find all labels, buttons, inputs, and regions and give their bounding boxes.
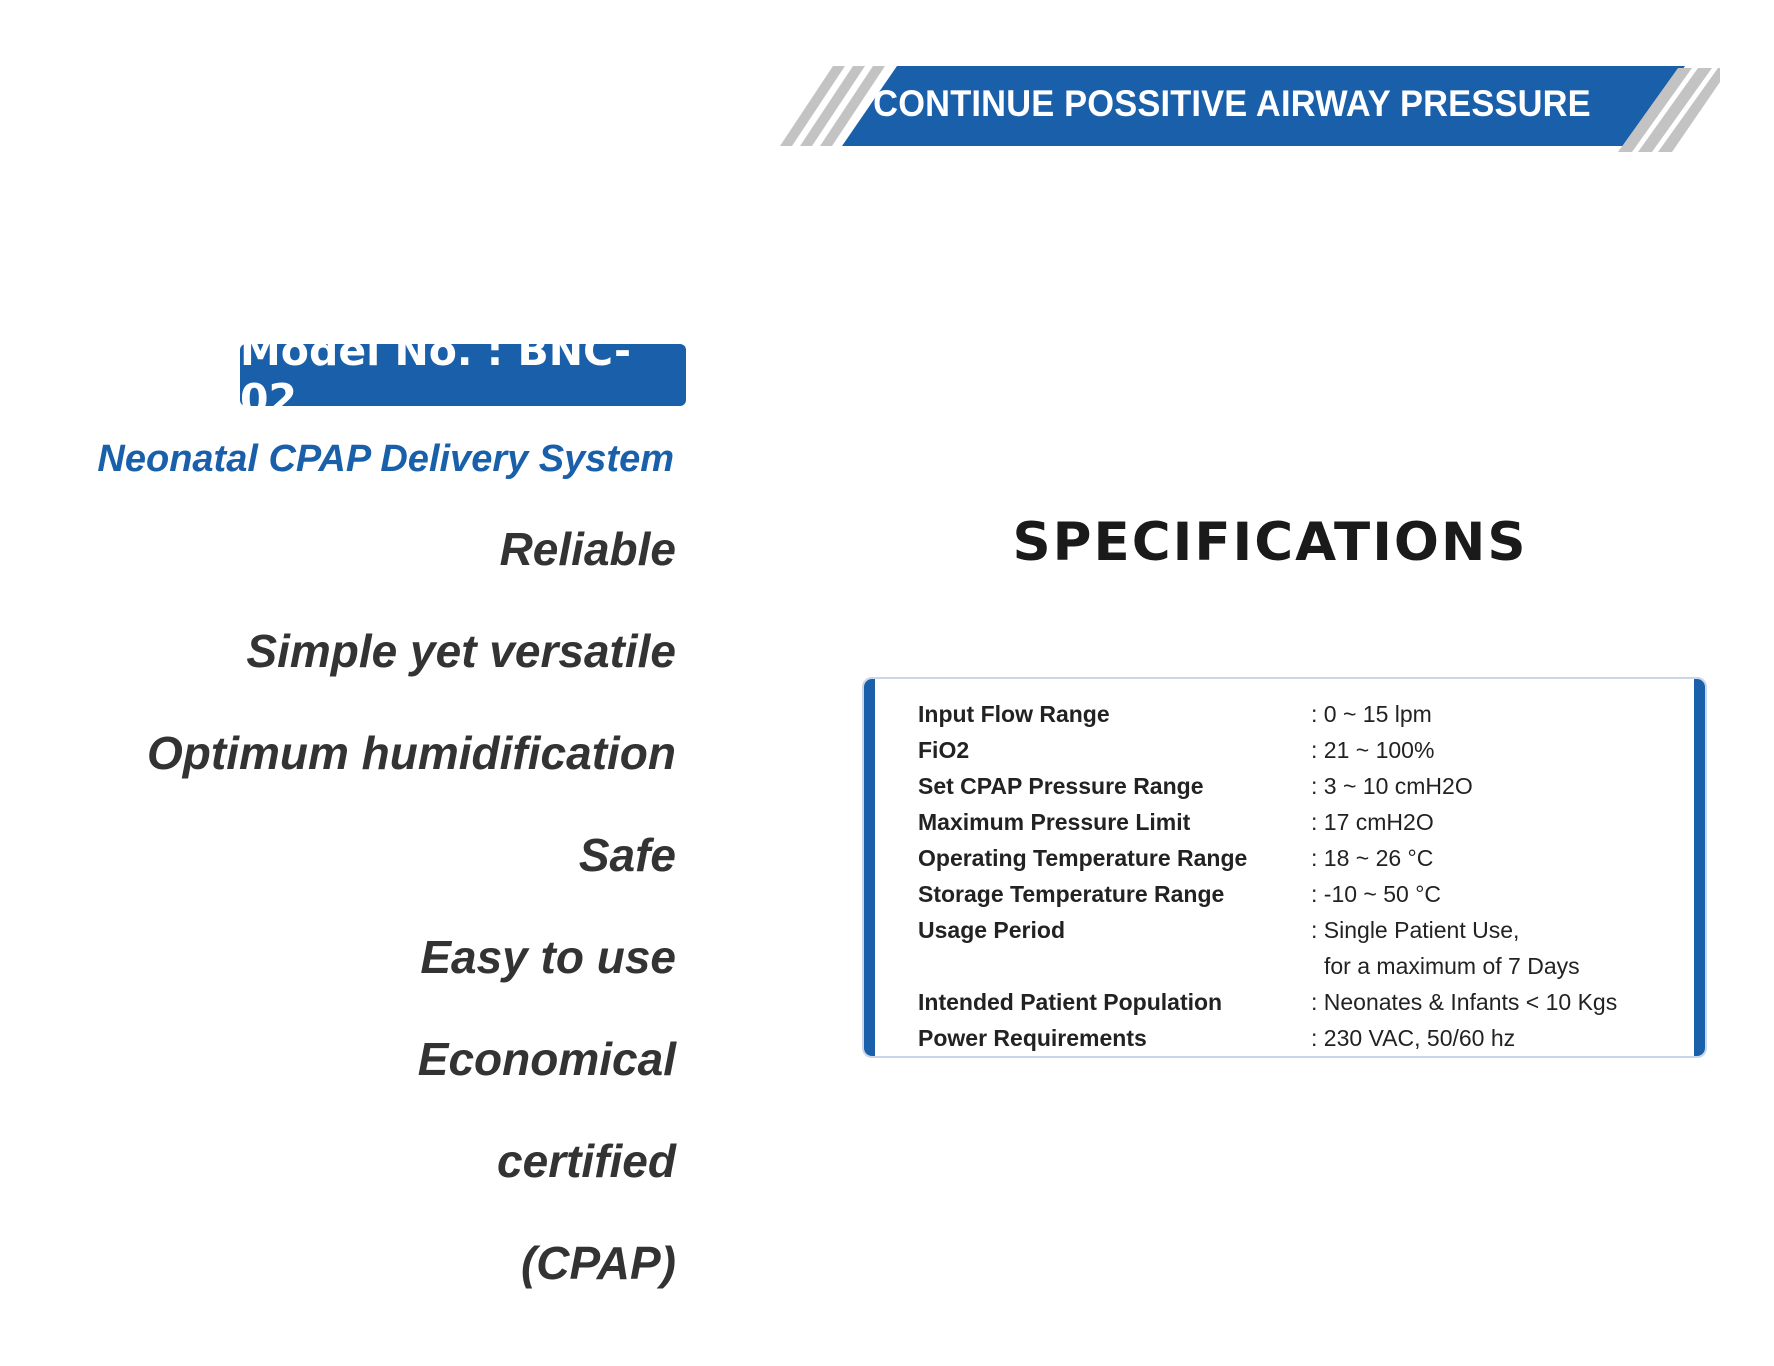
feature-item: certified — [497, 1135, 676, 1187]
spec-row — [918, 696, 1664, 732]
specifications-panel — [862, 677, 1707, 1058]
feature-item: (CPAP) — [520, 1237, 676, 1289]
spec-row — [918, 876, 1664, 912]
spec-row — [918, 840, 1664, 876]
spec-label: Input Flow Range — [918, 700, 1110, 727]
spec-label: Maximum Pressure Limit — [918, 808, 1191, 835]
spec-label — [918, 948, 1311, 984]
spec-value: : Single Patient Use, — [1311, 916, 1520, 943]
spec-value: : 230 VAC, 50/60 hz — [1311, 1024, 1516, 1051]
spec-label: Operating Temperature Range — [918, 844, 1248, 871]
feature-item: Optimum humidification — [147, 727, 676, 779]
spec-row — [918, 912, 1664, 948]
spec-value: : Neonates & Infants < 10 Kgs — [1311, 988, 1618, 1015]
product-name: Neonatal CPAP Delivery System — [97, 438, 674, 480]
spec-row — [918, 732, 1664, 768]
feature-item: Safe — [578, 829, 676, 881]
panel-accent-left — [864, 679, 875, 1056]
feature-item: Easy to use — [420, 931, 676, 983]
spec-label: Set CPAP Pressure Range — [918, 772, 1204, 799]
spec-value: : 3 ~ 10 cmH2O — [1311, 772, 1473, 799]
model-number-badge: Model No. : BNC-02 — [240, 344, 686, 406]
spec-label: Power Requirements — [918, 1024, 1147, 1051]
specifications-title: SPECIFICATIONS — [1012, 512, 1528, 573]
spec-label: Usage Period — [918, 916, 1065, 943]
spec-row — [918, 768, 1664, 804]
spec-row — [918, 1020, 1664, 1056]
spec-row — [918, 804, 1664, 840]
spec-label: Intended Patient Population — [918, 988, 1223, 1015]
panel-accent-right — [1694, 679, 1705, 1056]
feature-item: Simple yet versatile — [246, 625, 676, 677]
spec-value: : 21 ~ 100% — [1311, 736, 1435, 763]
spec-value: : 0 ~ 15 lpm — [1311, 700, 1432, 727]
spec-value: for a maximum of 7 Days — [1324, 952, 1580, 979]
feature-item: Economical — [417, 1033, 676, 1085]
spec-row — [918, 984, 1664, 1020]
spec-value: : 17 cmH2O — [1311, 808, 1434, 835]
spec-row — [918, 948, 1664, 984]
feature-item: Reliable — [499, 523, 676, 575]
spec-value: : 18 ~ 26 °C — [1311, 844, 1434, 871]
specifications-table — [918, 696, 1664, 1056]
header-banner — [780, 62, 1720, 154]
feature-list — [147, 514, 676, 1330]
spec-value: : -10 ~ 50 °C — [1311, 880, 1442, 907]
banner-title: CONTINUE POSSITIVE AIRWAY PRESSURE — [873, 83, 1591, 124]
spec-label: FiO2 — [918, 736, 970, 763]
spec-label: Storage Temperature Range — [918, 880, 1225, 907]
